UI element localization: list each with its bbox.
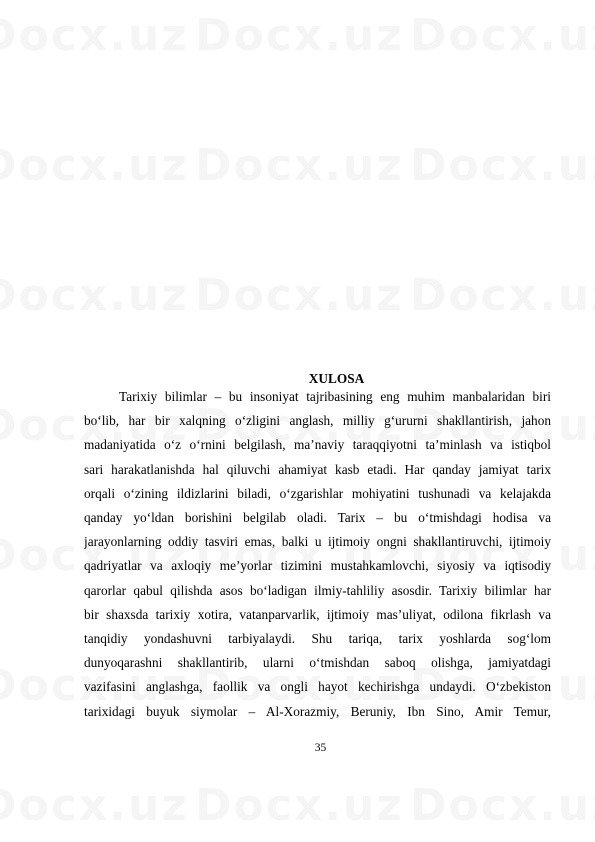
watermark-text [410, 780, 595, 831]
watermark-text [0, 780, 189, 831]
watermark-text [410, 10, 595, 61]
paragraph-line: sari harakatlanishda hal qiluvchi ahamiyat kasb etadi. Har qanday jamiyat tarix [84, 461, 551, 477]
paragraph-line: Tarixiy bilimlar – bu insoniyat tajribasining eng muhim manbalaridan biri [119, 389, 551, 404]
watermark-text [0, 270, 189, 321]
section-heading: XULOSA [308, 371, 365, 386]
paragraph-line: qarorlar qabul qilishda asos bo‘ladigan ilmiy-tahliliy asosdir. Tarixiy bilimlar har [84, 582, 551, 598]
watermark-text [195, 10, 404, 61]
paragraph-line: qanday yo‘ldan borishini belgilab oladi. Tarix – bu o‘tmishdagi hodisa va [84, 510, 551, 526]
watermark-text [0, 140, 189, 191]
paragraph-line: orqali o‘zining ildizlarini biladi, o‘zgarishlar mohiyatini tushunadi va kelajakda [84, 485, 551, 501]
page-number: 35 [314, 742, 327, 754]
paragraph-line: madaniyatida o‘z o‘rnini belgilash, ma’naviy taraqqiyotni ta’minlash va istiqbol [84, 437, 551, 453]
paragraph-line: bo‘lib, har bir xalqning o‘zligini anglash, milliy g‘ururni shakllantirish, jahon [84, 413, 551, 429]
paragraph-line: vazifasini anglashga, faollik va ongli hayot kechirishga undaydi. O‘zbekiston [84, 679, 551, 695]
paragraph-line: jarayonlarning oddiy tasviri emas, balki u ijtimoiy ongni shakllantiruvchi, ijtimoiy [84, 534, 551, 550]
paragraph-line: tanqidiy yondashuvni tarbiyalaydi. Shu tariqa, tarix yoshlarda sog‘lom [84, 631, 551, 647]
paragraph-line: qadriyatlar va axloqiy me’yorlar tizimini mustahkamlovchi, siyosiy va iqtisodiy [84, 558, 551, 574]
watermark-text [0, 10, 189, 61]
conclusion-paragraph [84, 385, 551, 724]
paragraph-line: tarixidagi buyuk siymolar – Al-Xorazmiy, Beruniy, Ibn Sino, Amir Temur, [84, 703, 551, 719]
watermark-text [195, 270, 404, 321]
paragraph-line: bir shaxsda tarixiy xotira, vatanparvarlik, ijtimoiy mas’uliyat, odilona fikrlash va [84, 606, 551, 622]
paragraph-line: dunyoqarashni shakllantirib, ularni o‘tmishdan saboq olishga, jamiyatdagi [84, 655, 551, 671]
watermark-text [410, 270, 595, 321]
watermark-text [195, 780, 404, 831]
watermark-text [195, 140, 404, 191]
watermark-text [410, 140, 595, 191]
